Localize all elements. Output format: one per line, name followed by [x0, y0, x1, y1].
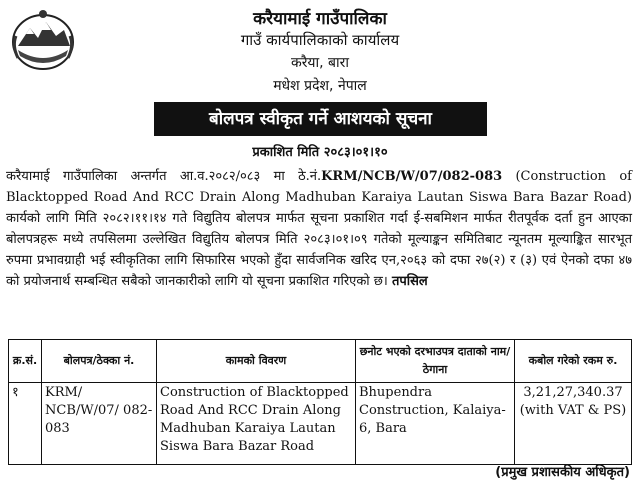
- body-text-main: (Construction of Blacktopped Road And RCC Drain Along Madhuban Karaiya Lautan Siswa Bara Bazar Road) कार्यको लागि मिति २०८२।११।१४ गते विद्युतिय बोलपत्र मार्फत सूचना प्रकाशित गर्दा ई-सबमिशन मार्फत रीतपूर्वक दर्ता हुन आएका बोलपत्रहरू मध्ये तपसिलमा उल्लेखित विद्युतिय बोलपत्र मिति २०८३।०१।०९ गतेको मूल्याङ्कन समितिबाट न्यूनतम मूल्याङ्कित सारभूत रुपमा प्रभावग्राही भई स्वीकृतिका लागि सिफारिस भएको हुँदा सार्वजनिक खरिद एन,२०६३ को दफा २७(२) र (३) एवं ऐनको दफा ४७ को प्रयोजनार्थ सम्बन्धित सबैको जानकारीको लागि यो सूचना प्रकाशित गरिएको छ।: [6, 169, 632, 289]
- table-row: [9, 383, 632, 465]
- tapasil-label: तपसिल: [391, 274, 428, 289]
- header-bidder: छनोट भएको दरभाउपत्र दाताको नाम/ठेगाना: [356, 340, 515, 383]
- office-name: गाउँ कार्यपालिकाको कार्यालय: [240, 31, 400, 49]
- published-date: प्रकाशित मिति २०८३।०१।१०: [252, 145, 388, 160]
- table-header-row: [9, 340, 632, 383]
- notice-title: बोलपत्र स्वीकृत गर्ने आशयको सूचना: [154, 102, 487, 136]
- municipality-name: करैयामाई गाउँपालिका: [253, 9, 387, 29]
- award-table: [8, 339, 632, 465]
- province-name: मधेश प्रदेश, नेपाल: [273, 78, 367, 94]
- signature-designation: (प्रमुख प्रशासकीय अधिकृत): [495, 465, 630, 480]
- header-bid-no: बोलपत्र/ठेक्का नं.: [42, 340, 157, 383]
- cell-bidder: Bhupendra Construction, Kalaiya-6, Bara: [356, 383, 515, 465]
- cell-sn: १: [9, 383, 42, 465]
- cell-amount: 3,21,27,340.37 (with VAT & PS): [515, 383, 632, 465]
- notice-body: [6, 166, 632, 292]
- office-location: करैया, बारा: [290, 55, 350, 71]
- cell-bid-no: KRM/ NCB/W/07/ 082-083: [42, 383, 157, 465]
- contract-number: KRM/NCB/W/07/082-083: [321, 169, 503, 184]
- header-sn: क्र.सं.: [9, 340, 42, 383]
- header-description: कामको विवरण: [157, 340, 356, 383]
- header-amount: कबोल गरेको रकम रु.: [515, 340, 632, 383]
- body-text-intro: करैयामाई गाउँपालिका अन्तर्गत आ.व.२०८२/०८३ मा ठे.नं.: [6, 169, 322, 184]
- cell-description: Construction of Blacktopped Road And RCC Drain Along Madhuban Karaiya Lautan Siswa Bara Bazar Road: [157, 383, 356, 465]
